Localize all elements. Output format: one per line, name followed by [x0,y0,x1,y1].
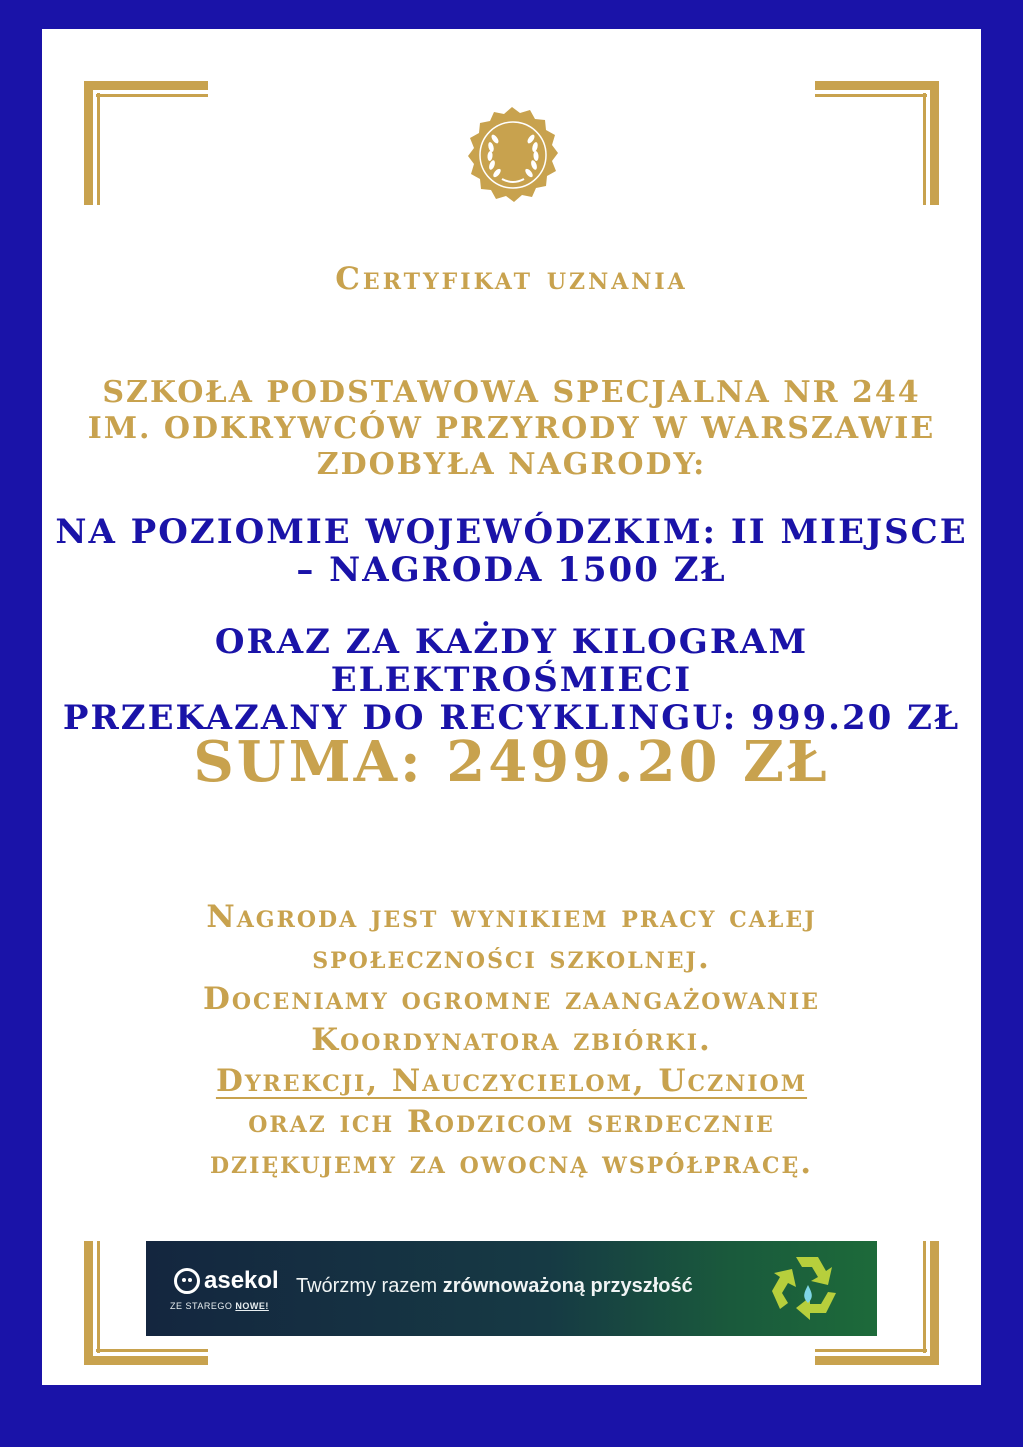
brand-tagline [170,1301,269,1311]
school-line: IM. ODKRYWCÓW PRZYRODY W WARSZAWIE [87,411,936,446]
laurel-seal-icon [452,105,572,215]
slogan-bold: zrównoważoną przyszłość [442,1275,693,1297]
award-regional [42,513,981,589]
school-name-block [42,375,981,483]
brand-name: asekol [204,1267,279,1294]
thanks-line: oraz ich Rodzicom serdecznie [248,1104,775,1140]
banner-slogan [296,1275,693,1298]
thanks-line: społeczności szkolnej. [312,940,711,976]
thanks-line: Dyrekcji, Nauczycielom, Uczniom [215,1063,808,1099]
award-line: – NAGRODA 1500 ZŁ [296,550,727,590]
thanks-line: Koordynatora zbiórki. [311,1022,712,1058]
tagline-bold: NOWE! [235,1301,269,1311]
corner-ornament-top-left [84,81,208,205]
award-line: ORAZ ZA KAŻDY KILOGRAM ELEKTROŚMIECI [214,622,809,700]
award-sum: SUMA: 2499.20 ZŁ [193,729,830,795]
slogan-regular: Twórzmy razem [296,1275,443,1297]
award-recycling [42,623,981,737]
school-line: SZKOŁA PODSTAWOWA SPECJALNA NR 244 [102,375,921,410]
corner-ornament-top-right [815,81,939,205]
certificate-title: Certyfikat uznania [335,261,688,297]
school-line: ZDOBYŁA NAGRODY: [316,447,707,482]
thanks-line: Nagroda jest wynikiem pracy całej [206,899,817,935]
award-line: NA POZIOMIE WOJEWÓDZKIM: II MIEJSCE [55,512,968,552]
recycle-icon [766,1247,850,1331]
award-line: PRZEKAZANY DO RECYKLINGU: 999.20 ZŁ [62,698,961,738]
thanks-line: dziękujemy za owocną współpracę. [209,1145,814,1181]
tagline-prefix: ZE STAREGO [170,1301,233,1311]
asekol-banner [146,1241,877,1336]
asekol-logo-icon [174,1268,200,1294]
thanks-message [42,897,981,1184]
certificate-sheet [42,29,981,1385]
thanks-line: Doceniamy ogromne zaangażowanie [203,981,820,1017]
